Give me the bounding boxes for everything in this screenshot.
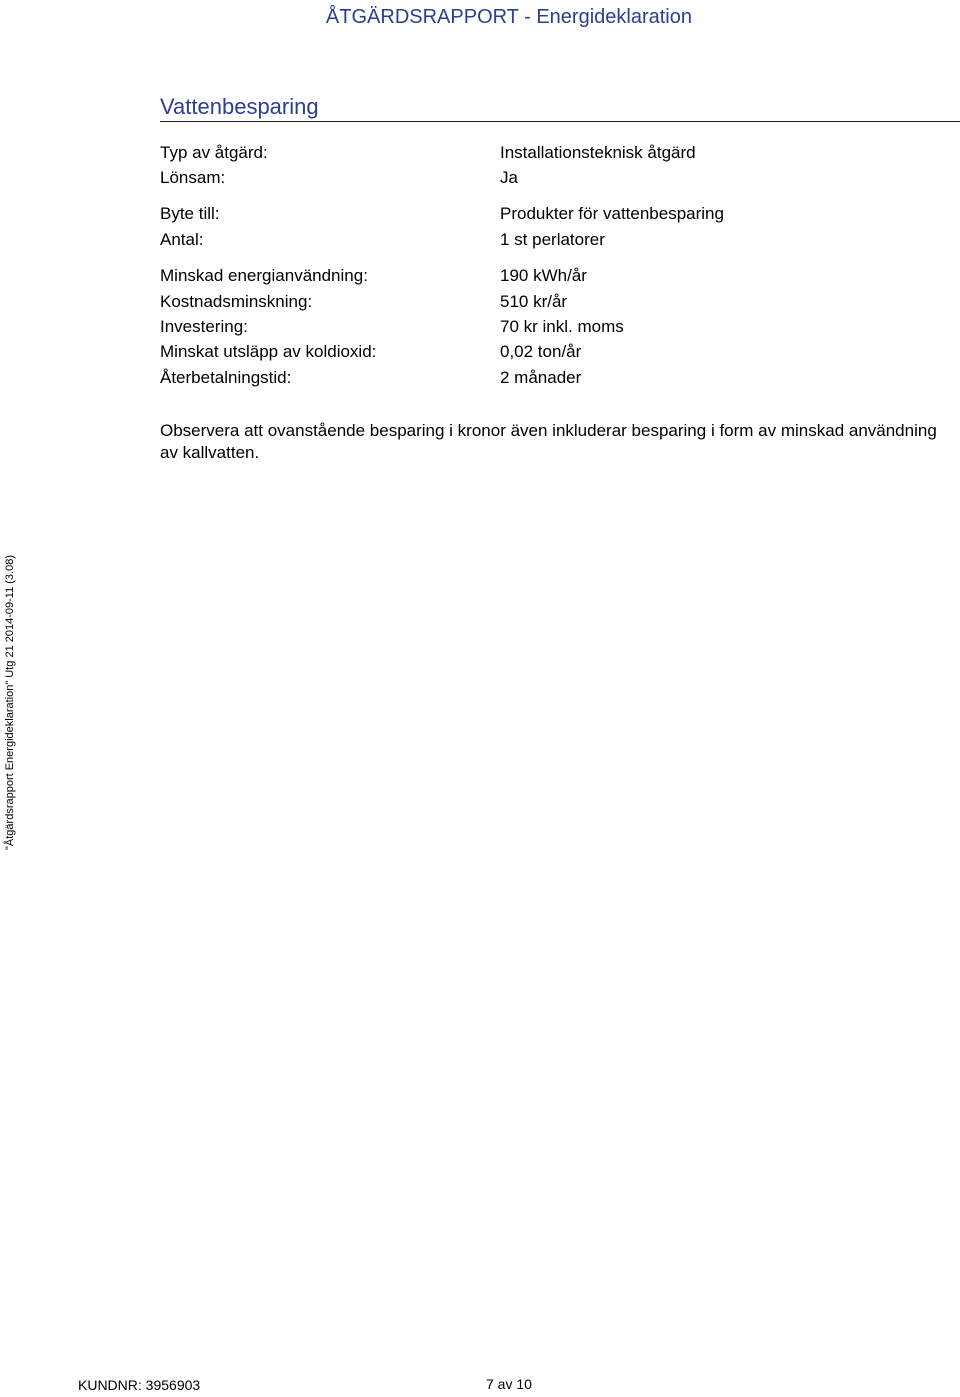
energy-reduction-value: 190 kWh/år xyxy=(500,266,587,285)
profitable-value: Ja xyxy=(500,168,518,187)
savings-note: Observera att ovanstående besparing i kronor även inkluderar besparing i form av minskad användning av kallvatten. xyxy=(160,421,937,462)
measure-type-label: Typ av åtgärd: xyxy=(160,143,268,162)
investment-label: Investering: xyxy=(160,317,248,336)
customer-number: KUNDNR: 3956903 xyxy=(78,1377,201,1393)
energy-reduction-label: Minskad energianvändning: xyxy=(160,266,368,285)
replace-with-value: Produkter för vattenbesparing xyxy=(500,204,724,223)
measure-type-value: Installationsteknisk åtgärd xyxy=(500,143,696,162)
payback-time-value: 2 månader xyxy=(500,368,582,387)
co2-reduction-value: 0,02 ton/år xyxy=(500,342,582,361)
replace-with-label: Byte till: xyxy=(160,204,220,223)
quantity-label: Antal: xyxy=(160,230,204,249)
quantity-value: 1 st perlatorer xyxy=(500,230,605,249)
payback-time-label: Återbetalningstid: xyxy=(160,368,292,387)
document-version-text: "Åtgärdsrapport Energideklaration" Utg 21 2014-09-11 (3.08) xyxy=(4,554,16,850)
profitable-label: Lönsam: xyxy=(160,168,226,187)
investment-value: 70 kr inkl. moms xyxy=(500,317,624,336)
cost-reduction-value: 510 kr/år xyxy=(500,292,568,311)
section-divider xyxy=(160,121,960,122)
section-title: Vattenbesparing xyxy=(160,94,319,119)
co2-reduction-label: Minskat utsläpp av koldioxid: xyxy=(160,342,377,361)
report-title: ÅTGÄRDSRAPPORT - Energideklaration xyxy=(325,6,692,28)
page-number: 7 av 10 xyxy=(486,1376,532,1392)
cost-reduction-label: Kostnadsminskning: xyxy=(160,292,313,311)
